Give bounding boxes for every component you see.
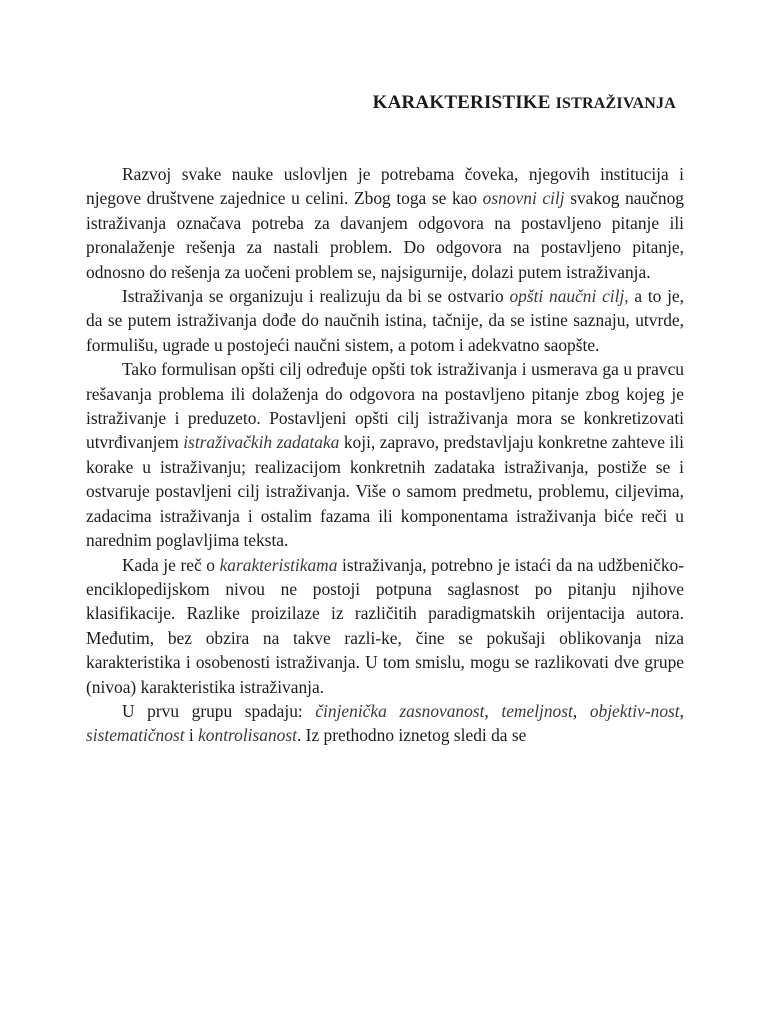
paragraph [86,699,684,748]
page-title [86,92,676,114]
paragraph-text: a to je, da se putem istraživanja dođe do naučnih istina, tačnije, da se istine saznaju, utvrde, formulišu, ugrade u postojeći naučni sistem, a potom i adekvatno saopšte. [86,286,685,355]
paragraph [86,357,684,552]
paragraph-text: istraživanja, potrebno je istaći da na udžbeničko-enciklopedijskom nivou ne postoji potpuna saglasnost po pitanju njihove klasifikacije. Razlike proizilaze iz različitih paradigmatskih orijentacija autora. Međutim, bez obzira na takve razli-ke, čine se pokušaji oblikovanja niza karakteristika i osobenosti istraživanja. U tom smislu, mogu se razlikovati dve grupe (nivoa) karakteristika istraživanja. [86,554,684,697]
paragraph-text: Razvoj svake nauke uslovljen je potrebama čoveka, njegovih institucija i njegove društvene zajednice u celini. Zbog toga se kao [86,164,684,209]
paragraph-text: Kada je reč o [122,554,220,575]
paragraph-text: , [679,700,684,721]
paragraph [86,553,684,699]
paragraph-text: Istraživanja se organizuju i realizuju da bi se ostvario [122,286,510,307]
emphasized-term: opšti naučni cilj, [509,286,629,307]
emphasized-term: sistematičnost [86,725,185,746]
page-title-small-caps: ISTRAŽIVANJA [555,95,676,112]
emphasized-term: osnovni cilj [482,188,565,209]
paragraph [86,162,684,284]
emphasized-term: istraživačkih zadataka [183,432,340,453]
emphasized-term: činjenička zasnovanost [315,700,485,721]
emphasized-term: objektiv-nost [589,700,680,721]
emphasized-term: karakteristikama [219,554,338,575]
paragraph-text: Tako formulisan opšti cilj određuje opšti tok istraživanja i usmerava ga u pravcu rešavanja problema ili dolaženja do odgovora na postavljeno pitanje zbog kojeg je istraživanje i preduzeto. Postavljeni opšti cilj istraživanja mora se konkretizovati utvrđivanjem [86,359,684,453]
emphasized-term: kontrolisanost [198,725,297,746]
paragraph-text: i [184,725,199,746]
paragraph-text: , [572,700,590,721]
paragraph-text: koji, zapravo, predstavljaju konkretne zahteve ili korake u istraživanju; realizacijom konkretnih zadataka istraživanja, postiže se i ostvaruje postavljeni cilj istraživanja. Više o samom predmetu, problemu, ciljevima, zadacima istraživanja i ostalim fazama ili komponentama istraživanja biće reči u narednim poglavljima teksta. [86,432,685,551]
body-text [86,162,684,748]
paragraph [86,284,684,357]
emphasized-term: temeljnost [501,700,573,721]
paragraph-text: U prvu grupu spadaju: [122,700,316,721]
paragraph-text: . Iz prethodno iznetog sledi da se [296,725,527,746]
paragraph-text: svakog naučnog istraživanja označava potreba za davanjem odgovora na postavljeno pitanje ili pronalaženje rešenja za nastali problem. Do odgovora na postavljeno pitanje, odnosno do rešenja za uočeni problem se, najsigurnije, dolazi putem istraživanja. [86,188,684,282]
page-title-main: KARAKTERISTIKE [372,92,556,113]
paragraph-text: , [484,700,502,721]
